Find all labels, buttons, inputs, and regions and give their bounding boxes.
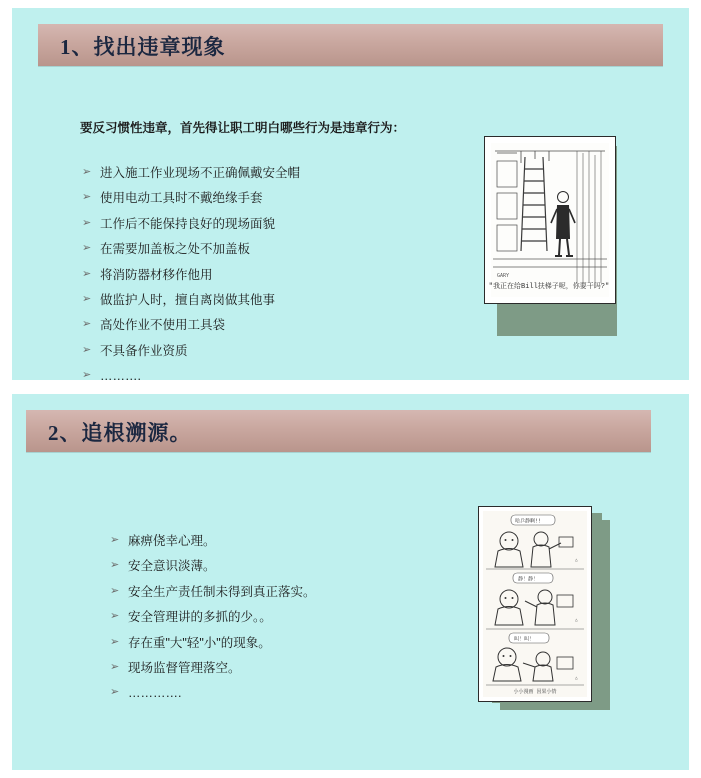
slide-1-title: 1、找出违章现象 [60, 35, 226, 59]
slide-2-title: 2、追根溯源。 [48, 421, 192, 445]
ladder-cartoon-artwork [491, 143, 609, 297]
slide-1 [12, 8, 689, 383]
list-item [82, 191, 300, 205]
ladder-cartoon-image [484, 136, 616, 304]
svg-text:静！静！: 静！静！ [518, 576, 539, 583]
list-item-label: 不具备作业资质 [100, 343, 188, 358]
bullet-arrow-icon: ➢ [82, 267, 92, 280]
slide-1-title-bar [38, 24, 663, 66]
svg-text:△: △ [575, 618, 578, 623]
svg-text:△: △ [575, 676, 578, 681]
list-item [110, 559, 316, 573]
svg-text:哈乒静啊!!: 哈乒静啊!! [515, 518, 542, 525]
bullet-arrow-icon: ➢ [82, 318, 92, 331]
list-item-label: …………. [128, 686, 182, 701]
list-item-label: 安全意识淡薄。 [128, 559, 216, 574]
list-item-label: 使用电动工具时不戴绝缘手套 [100, 191, 263, 206]
bullet-arrow-icon: ➢ [82, 292, 92, 305]
bullet-arrow-icon: ➢ [110, 534, 120, 546]
list-item-label: 麻痹侥幸心理。 [128, 534, 216, 548]
list-item-label: 在需要加盖板之处不加盖板 [100, 242, 251, 257]
list-item-label: 进入施工作业现场不正确佩戴安全帽 [100, 166, 301, 180]
slide-1-lead-text: 要反习惯性违章，首先得让职工明白哪些行为是违章行为： [80, 121, 406, 135]
bullet-arrow-icon: ➢ [110, 559, 120, 572]
bullet-arrow-icon: ➢ [110, 635, 120, 648]
svg-text:叫！叫！: 叫！叫！ [514, 636, 535, 643]
slide-1-bullet-list [82, 166, 300, 394]
list-item [110, 661, 316, 675]
list-item [82, 242, 300, 256]
three-panel-comic-svg [483, 511, 587, 697]
list-item [82, 293, 300, 307]
three-panel-cartoon-image [478, 506, 592, 702]
list-item [82, 318, 300, 332]
list-item-label: 将消防器材移作他用 [100, 267, 213, 282]
ladder-cartoon-caption: "我正在给Bill扶梯子呢，你要干吗?" [488, 283, 610, 291]
list-item [82, 217, 300, 231]
list-item-label: 工作后不能保持良好的现场面貌 [100, 216, 276, 231]
list-item [82, 344, 300, 358]
bullet-arrow-icon: ➢ [110, 686, 120, 699]
bullet-arrow-icon: ➢ [82, 343, 92, 356]
list-item-label: 安全生产责任制未得到真正落实。 [128, 584, 316, 599]
list-item [110, 686, 316, 700]
list-item [82, 268, 300, 282]
bullet-arrow-icon: ➢ [82, 216, 92, 229]
comic-footer-caption: 小小漫画 因果小情 [513, 689, 557, 695]
bullet-arrow-icon: ➢ [110, 660, 120, 673]
list-item-label: 存在重"大"轻"小"的现象。 [128, 635, 271, 650]
list-item-label: 高处作业不使用工具袋 [100, 318, 226, 333]
list-item [110, 585, 316, 599]
list-item [82, 166, 300, 180]
slide-2-bullet-list [110, 534, 316, 712]
bullet-arrow-icon: ➢ [110, 584, 120, 597]
bullet-arrow-icon: ➢ [82, 191, 92, 204]
svg-text:△: △ [575, 558, 578, 563]
list-item [110, 610, 316, 624]
bullet-arrow-icon: ➢ [82, 242, 92, 255]
list-item [82, 369, 300, 383]
bullet-arrow-icon: ➢ [82, 166, 92, 178]
bullet-arrow-icon: ➢ [82, 369, 92, 381]
list-item [110, 636, 316, 650]
bullet-arrow-icon: ➢ [110, 610, 120, 623]
comic-artwork [483, 511, 587, 697]
ladder-scene-svg [491, 143, 609, 297]
svg-text:GARY: GARY [497, 273, 510, 279]
slide-2-title-bar [26, 410, 651, 452]
list-item [110, 534, 316, 548]
list-item-label: 安全管理讲的多抓的少。。 [128, 610, 272, 625]
list-item-label: 做监护人时，擅自离岗做其他事 [100, 292, 276, 307]
list-item-label: ………. [100, 369, 141, 383]
list-item-label: 现场监督管理落空。 [128, 660, 241, 675]
